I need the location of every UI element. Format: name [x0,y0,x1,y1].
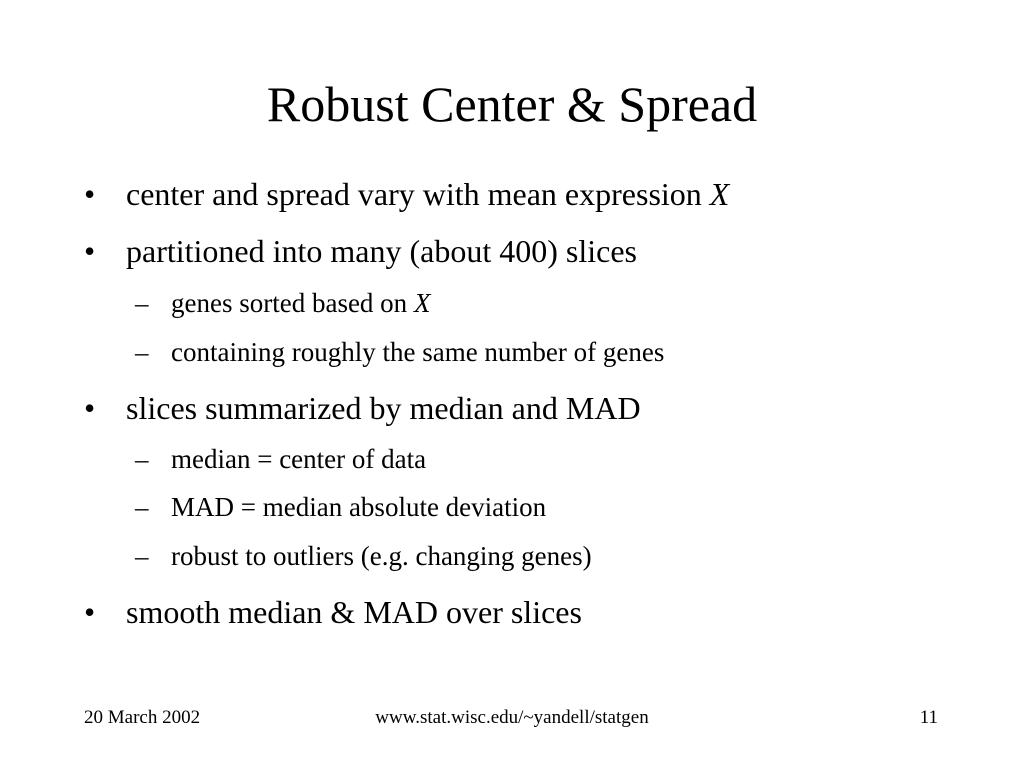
sub-bullet-item [135,539,592,573]
bullet-text: slices summarized by median and MAD [126,390,641,426]
bullet-variable: X [709,176,730,212]
bullet-marker: • [84,390,96,426]
sub-bullet-text: MAD = median absolute deviation [171,492,547,522]
sub-bullet-marker: – [135,444,149,474]
bullet-text: partitioned into many (about 400) slices [126,233,637,269]
sub-bullet-marker: – [135,492,149,522]
sub-bullet-text: robust to outliers (e.g. changing genes) [171,541,592,571]
page-number: 11 [919,707,938,728]
bullet-item [84,592,582,632]
bullet-text: center and spread vary with mean expression [126,176,710,212]
bullet-text: smooth median & MAD over slices [126,594,582,630]
sub-bullet-marker: – [135,288,149,318]
bullet-marker: • [84,233,96,269]
bullet-item [84,388,641,428]
sub-bullet-marker: – [135,541,149,571]
slide-title: Robust Center & Spread [266,76,758,132]
sub-bullet-text: median = center of data [171,444,427,474]
footer-date: 20 March 2002 [84,707,201,728]
bullet-marker: • [84,176,96,212]
sub-bullet-item [135,490,546,524]
sub-bullet-variable: X [413,288,431,318]
sub-bullet-marker: – [135,337,149,367]
bullet-item [84,174,729,214]
sub-bullet-item [135,335,664,369]
bullet-item [84,231,637,271]
sub-bullet-text: containing roughly the same number of genes [171,337,665,367]
sub-bullet-item [135,286,430,320]
sub-bullet-item [135,442,426,476]
footer-url: www.stat.wisc.edu/~yandell/statgen [375,707,649,728]
sub-bullet-text: genes sorted based on [171,288,414,318]
bullet-marker: • [84,594,96,630]
